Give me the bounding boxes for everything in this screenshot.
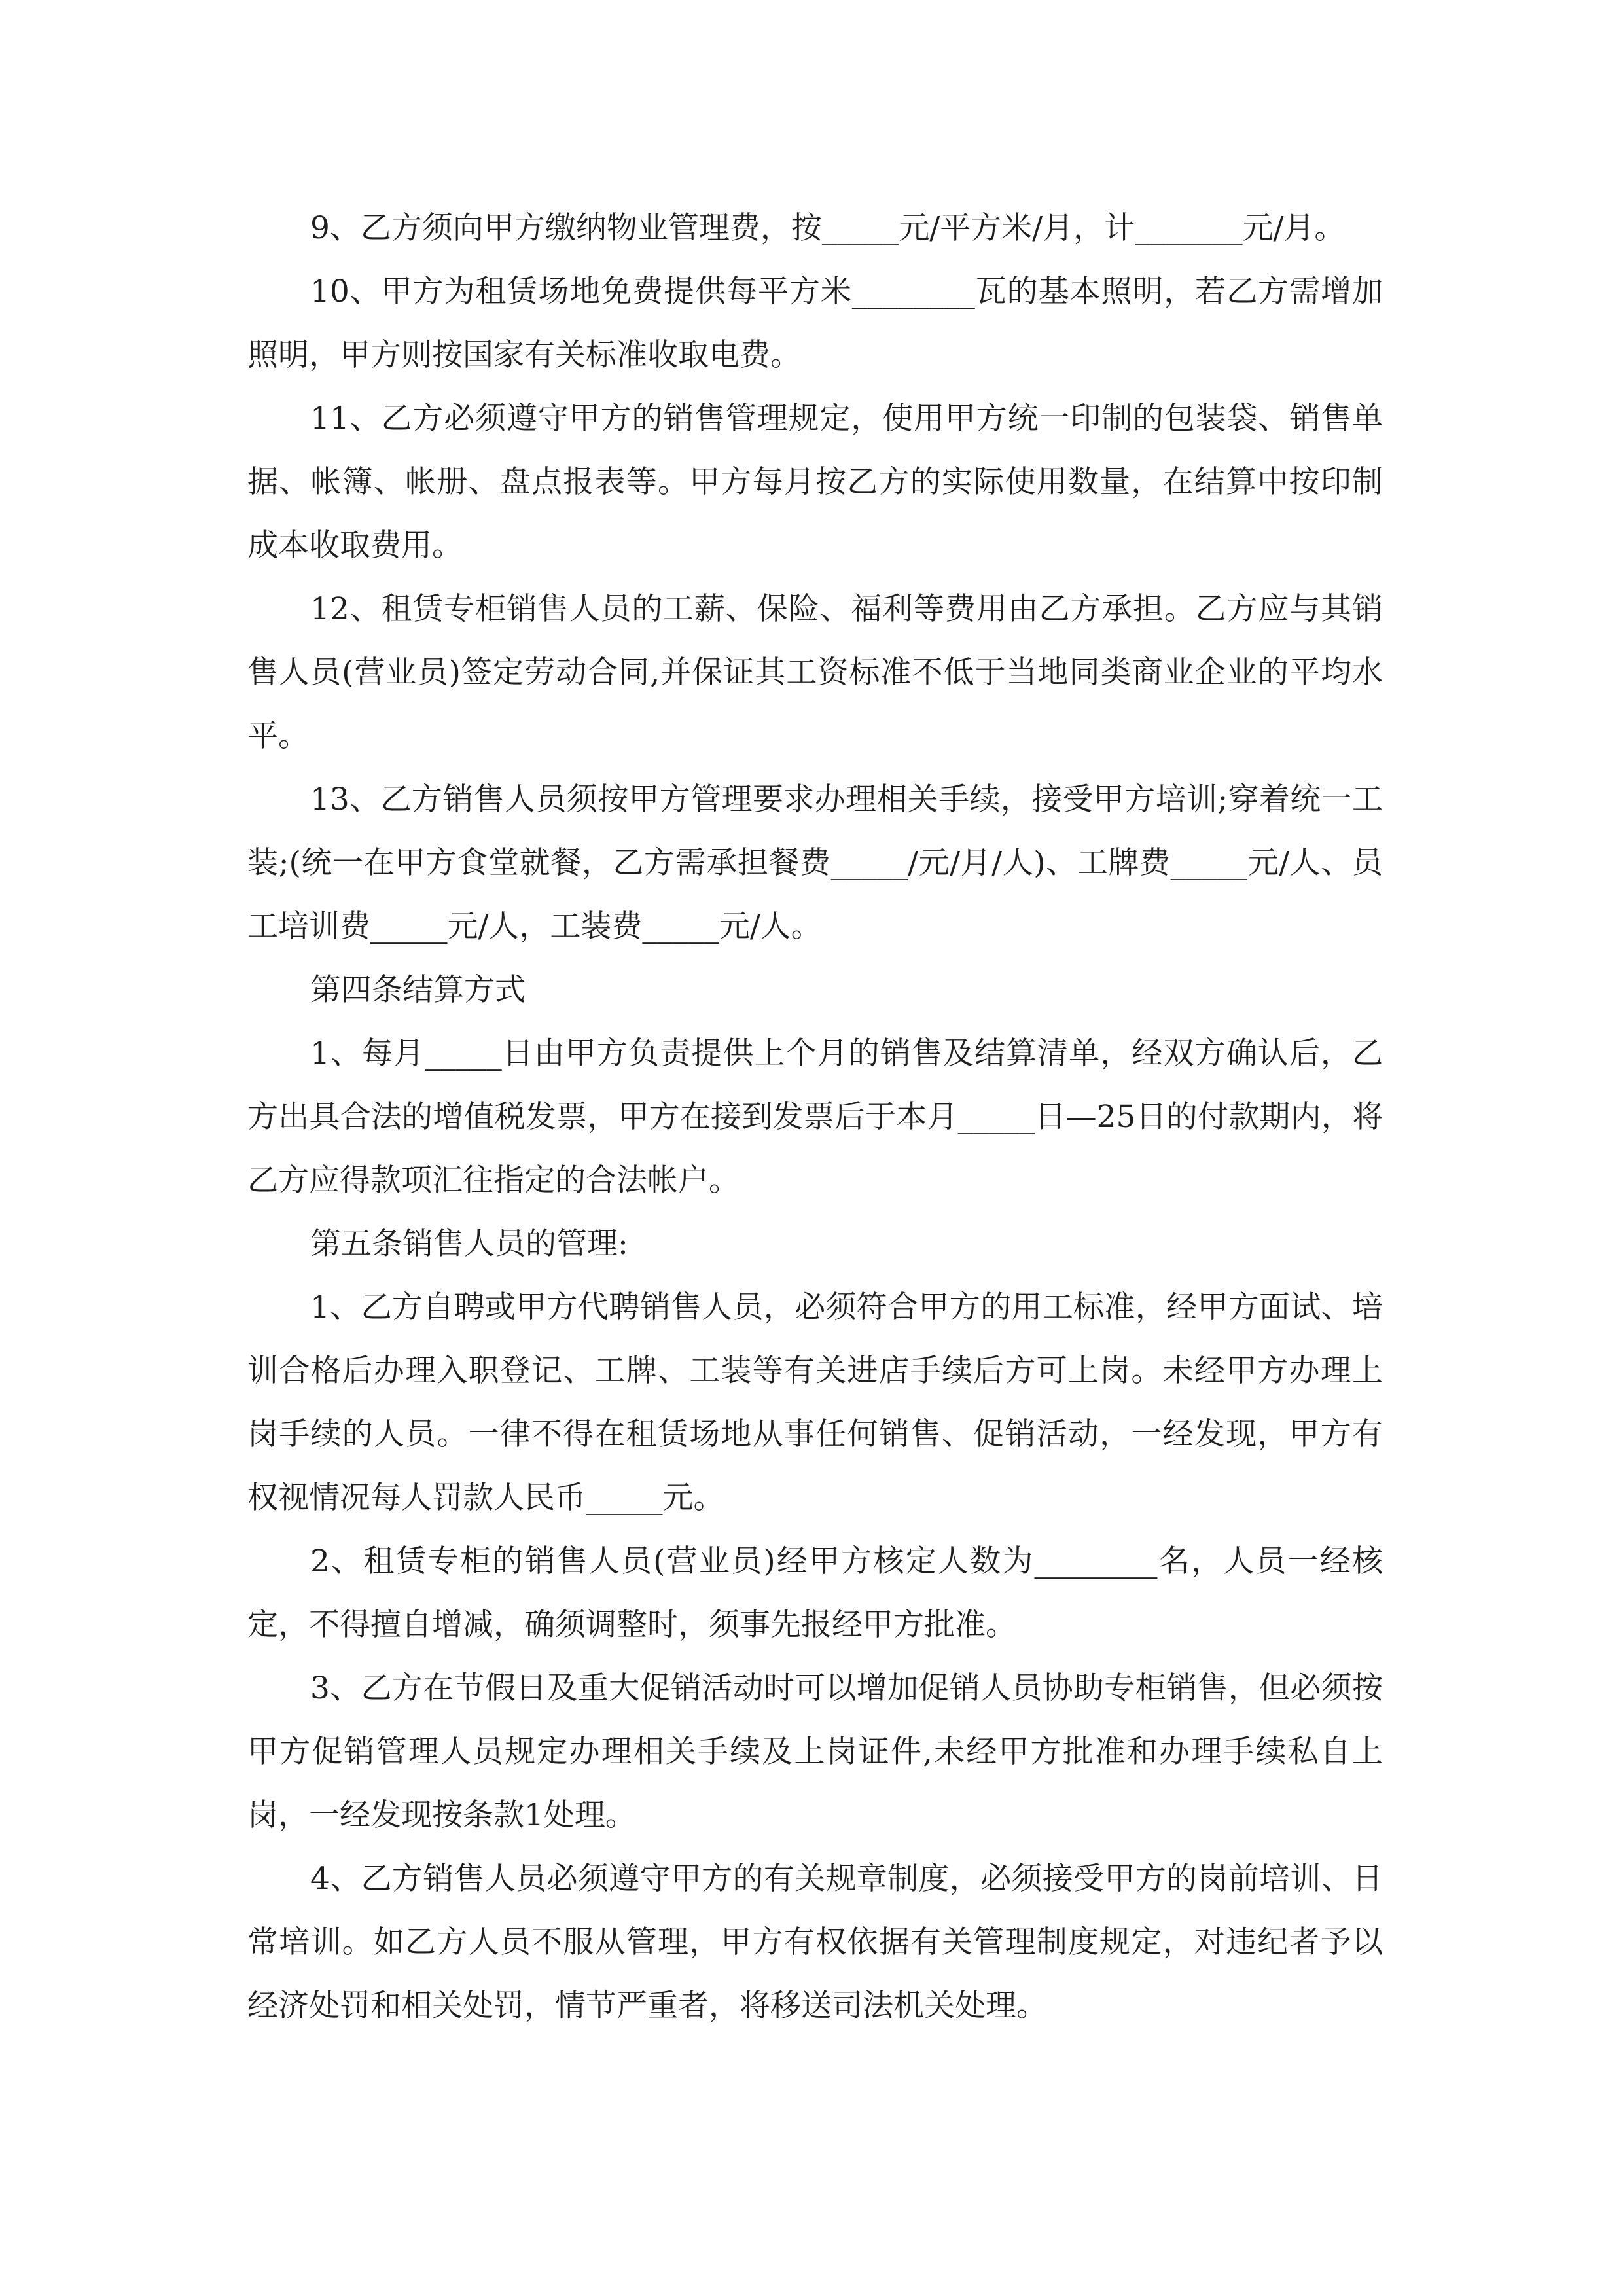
document-body [247,196,1383,2037]
article-4-clause-1: 1、每月_____日由甲方负责提供上个月的销售及结算清单，经双方确认后，乙方出具合法的增值税发票，甲方在接到发票后于本月_____日—25日的付款期内，将乙方应得款项汇往指定的合法帐户。 [247,1035,1383,1198]
clause-9-property-fee: 9、乙方须向甲方缴纳物业管理费，按_____元/平方米/月，计_______元/月。 [310,210,1346,246]
article-5-clause-3: 3、乙方在节假日及重大促销活动时可以增加促销人员协助专柜销售，但必须按甲方促销管理人员规定办理相关手续及上岗证件,未经甲方批准和办理手续私自上岗，一经发现按条款1处理。 [247,1670,1383,1833]
article-4-heading: 第四条结算方式 [310,972,526,1008]
clause-11-sales-management: 11、乙方必须遵守甲方的销售管理规定，使用甲方统一印制的包装袋、销售单据、帐簿、帐册、盘点报表等。甲方每月按乙方的实际使用数量，在结算中按印制成本收取费用。 [247,401,1383,564]
article-5-clause-1: 1、乙方自聘或甲方代聘销售人员，必须符合甲方的用工标准，经甲方面试、培训合格后办理入职登记、工牌、工装等有关进店手续后方可上岗。未经甲方办理上岗手续的人员。一律不得在租赁场地从事任何销售、促销活动，一经发现，甲方有权视情况每人罚款人民币_____元。 [247,1289,1383,1516]
article-5-heading: 第五条销售人员的管理: [310,1226,628,1262]
article-5-clause-4: 4、乙方销售人员必须遵守甲方的有关规章制度，必须接受甲方的岗前培训、日常培训。如乙方人员不服从管理，甲方有权依据有关管理制度规定，对违纪者予以经济处罚和相关处罚，情节严重者，将移送司法机关处理。 [247,1861,1383,2024]
clause-10-lighting: 10、甲方为租赁场地免费提供每平方米________瓦的基本照明，若乙方需增加照明，甲方则按国家有关标准收取电费。 [247,274,1383,373]
clause-12-staff-costs: 12、租赁专柜销售人员的工薪、保险、福利等费用由乙方承担。乙方应与其销售人员(营业员)签定劳动合同,并保证其工资标准不低于当地同类商业企业的平均水平。 [247,591,1383,754]
article-5-clause-2: 2、租赁专柜的销售人员(营业员)经甲方核定人数为________名，人员一经核定，不得擅自增减，确须调整时，须事先报经甲方批准。 [247,1543,1383,1643]
clause-13-staff-procedures: 13、乙方销售人员须按甲方管理要求办理相关手续，接受甲方培训;穿着统一工装;(统一在甲方食堂就餐，乙方需承担餐费_____/元/月/人)、工牌费_____元/人、员工培训费_____元/人，工装费_____元/人。 [247,781,1383,944]
